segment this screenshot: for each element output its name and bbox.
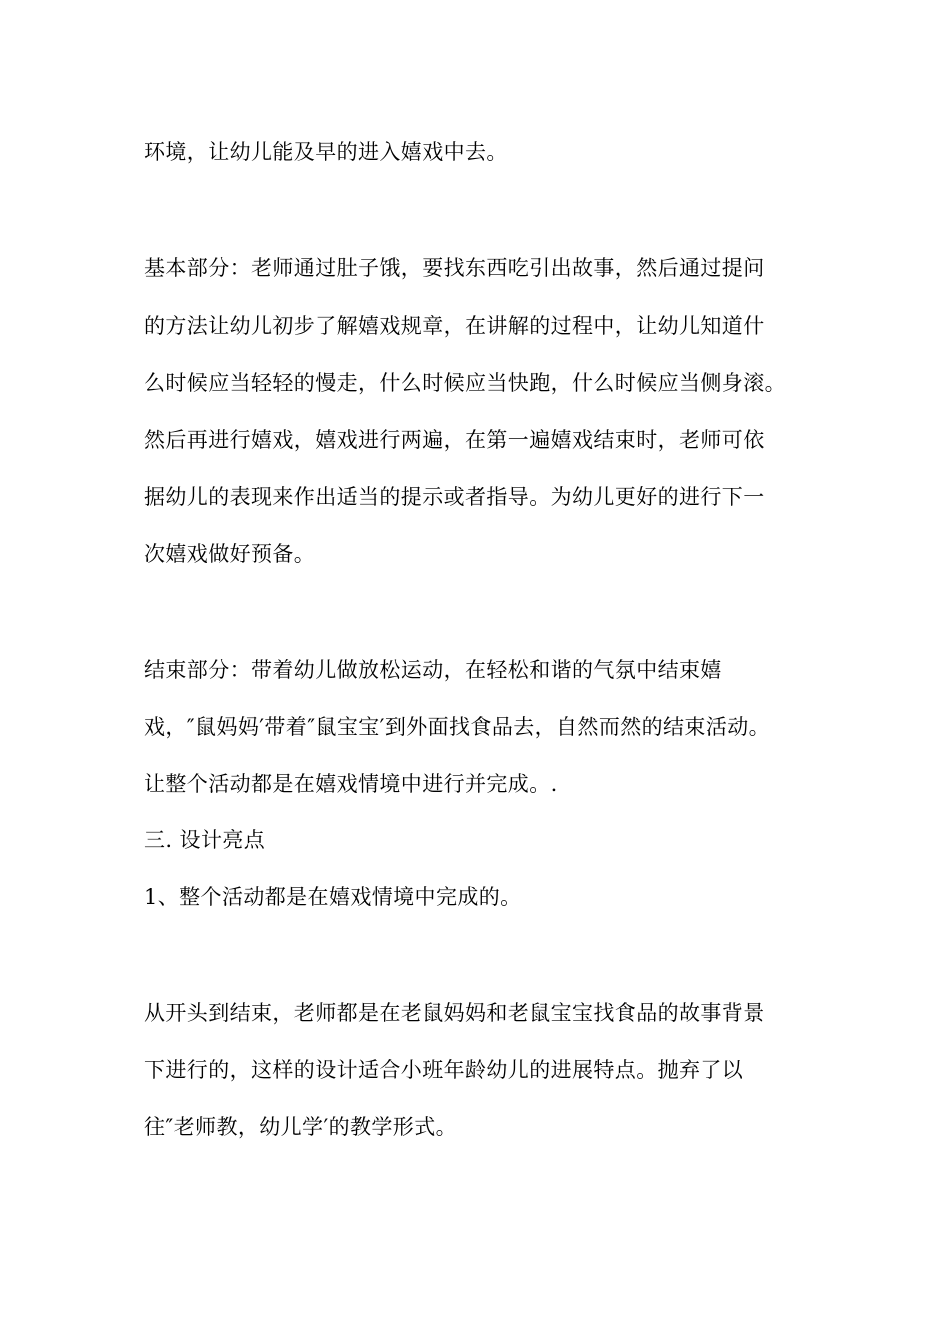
paragraph-basic-line-4: 然后再进行嬉戏，嬉戏进行两遍，在第一遍嬉戏结束时，老师可依: [144, 428, 765, 452]
paragraph-intro-end: 环境，让幼儿能及早的进入嬉戏中去。: [144, 140, 508, 164]
paragraph-ending-line-1: 结束部分：带着幼儿做放松运动，在轻松和谐的气氛中结束嬉: [144, 658, 722, 682]
paragraph-basic-line-2: 的方法让幼儿初步了解嬉戏规章，在讲解的过程中，让幼儿知道什: [144, 314, 765, 338]
paragraph-ending-line-2: 戏，″鼠妈妈′带着″鼠宝宝′到外面找食品去，自然而然的结束活动。: [144, 715, 771, 739]
paragraph-highlight-line-1: 从开头到结束，老师都是在老鼠妈妈和老鼠宝宝找食品的故事背景: [144, 1001, 765, 1025]
paragraph-basic-line-5: 据幼儿的表现来作出适当的提示或者指导。为幼儿更好的进行下一: [144, 485, 765, 509]
highlight-item-1: 1、整个活动都是在嬉戏情境中完成的。: [144, 885, 522, 909]
paragraph-highlight-line-3: 往″老师教，幼儿学′的教学形式。: [144, 1115, 458, 1139]
paragraph-ending-line-3: 让整个活动都是在嬉戏情境中进行并完成。.: [144, 772, 558, 796]
paragraph-highlight-line-2: 下进行的，这样的设计适合小班年龄幼儿的进展特点。抛弃了以: [144, 1058, 744, 1082]
section-heading-highlights: 三. 设计亮点: [144, 828, 266, 852]
paragraph-basic-line-3: 么时候应当轻轻的慢走，什么时候应当快跑，什么时候应当侧身滚。: [144, 371, 786, 395]
paragraph-basic-line-6: 次嬉戏做好预备。: [144, 542, 316, 566]
paragraph-basic-line-1: 基本部分：老师通过肚子饿，要找东西吃引出故事，然后通过提问: [144, 256, 765, 280]
